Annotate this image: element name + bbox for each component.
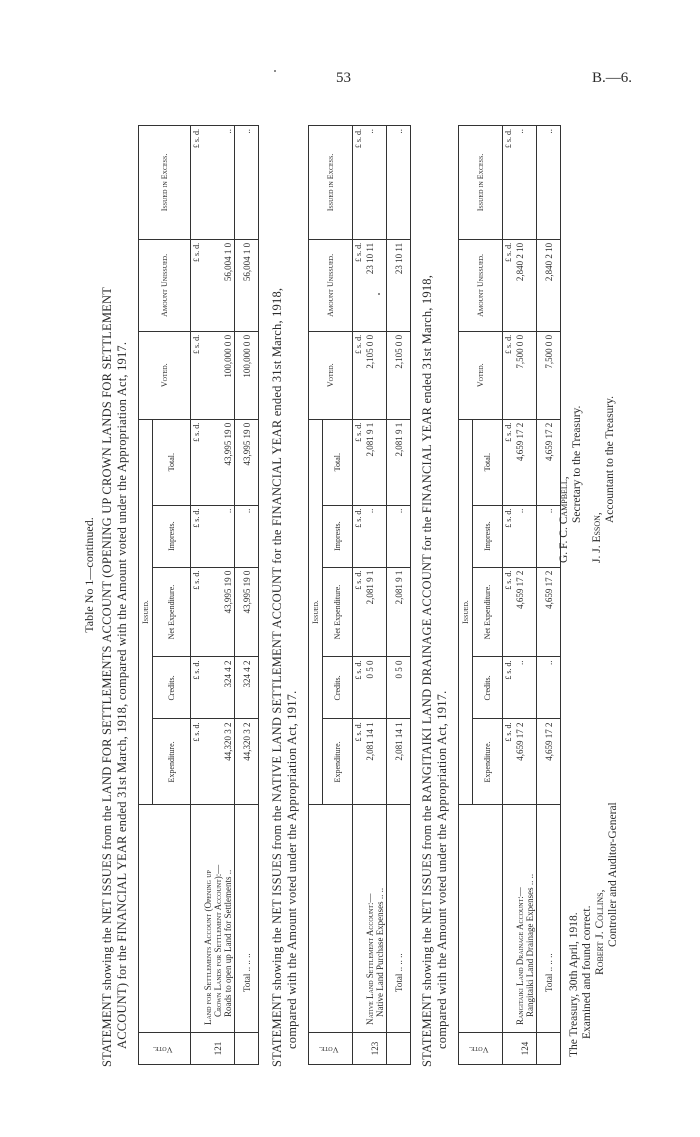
amount-unissued-cell: 56,004 1 0 <box>202 239 235 331</box>
accountant-name: J. J. Esson, <box>591 512 603 563</box>
place-date: The Treasury, 30th April, 1918. <box>568 912 580 1057</box>
total-header: Total. <box>153 419 191 505</box>
secretary-title: Secretary to the Treasury. <box>571 405 583 523</box>
footer-right <box>558 233 617 563</box>
blank-header <box>139 805 191 1033</box>
examined-note: Examined and found correct. <box>581 905 593 1039</box>
units-row: £ s. d. £ s. d. £ s. d. £ s. d. £ s. d. £ s. d. £ s. d. £ s. d. <box>353 126 365 1065</box>
account-description: Land for Settlements Account (Opening up Crown Lands for Settlement Account):— Roads to open up Land for Settlements .. <box>202 805 235 1033</box>
total-row: Total .. .. .. 2,081 14 1 0 5 0 2,081 9 1 .. 2,081 9 1 2,105 0 0 23 10 11 .. <box>387 126 411 1065</box>
speck-mark <box>274 70 276 72</box>
units-row: £ s. d. £ s. d. £ s. d. £ s. d. £ s. d. £ s. d. £ s. d. £ s. d. <box>191 126 203 1065</box>
imprests-cell: .. <box>202 505 235 567</box>
expenditure-cell: 44,320 3 2 <box>202 719 235 805</box>
issued-in-excess-header: Issued in Excess. <box>139 126 191 240</box>
accountant-title: Accountant to the Treasury. <box>604 395 616 523</box>
credits-header: Credits. <box>153 657 191 719</box>
statement-3-table: Vote. Issued. Voted. Amount Unissued. Issued in Excess. Expenditure. Credits. Net Expenditure. Imprests. Total. £ s. d. £ s. d. £ s. d. £ s. d. £ s. d. £ s. d. £ s. d. £ s. d. 124 Rangitaiki Land Drainage Account:— Rangitaiki Land Drainage Expenses .. .. 4,659 17 2 .. 4,659 17 2 .. 4,659 17 2 7,500 0 0 2,840 2 10 .. Total .. .. .. 4,659 17 2 .. 4,659 17 2 .. 4,659 17 2 7,500 0 0 2,840 2 10 .. <box>458 125 561 1065</box>
total-cell: 43,995 19 0 <box>202 419 235 505</box>
statement-1-heading-line1: STATEMENT showing the NET ISSUES from the LAND FOR SETTLEMENTS ACCOUNT (OPENING UP CROWN LANDS FOR SETTLEMENT <box>100 286 114 1067</box>
voted-header: Voted. <box>139 331 191 419</box>
statement-3-heading: STATEMENT showing the NET ISSUES from the RANGITAIKI LAND DRAINAGE ACCOUNT for the FINANCIAL YEAR ended 31st March, 1918, compared with the Amount voted under the Appropriation Act, 1917. <box>420 274 449 1067</box>
total-label: Total .. .. .. <box>235 805 259 1033</box>
table-row: 124 Rangitaiki Land Drainage Account:— Rangitaiki Land Drainage Expenses .. .. 4,659 17 2 .. 4,659 17 2 .. 4,659 17 2 7,500 0 0 2,840 2 10 .. <box>514 126 537 1065</box>
issued-in-excess-cell: .. <box>202 126 235 240</box>
vote-header: Vote. <box>139 1033 191 1065</box>
secretary-name: G. F. C. Campbell, <box>558 476 570 563</box>
table-title: Table No 1—continued. <box>82 517 96 633</box>
statement-2-heading: STATEMENT showing the NET ISSUES from the NATIVE LAND SETTLEMENT ACCOUNT for the FINANCIAL YEAR ended 31st March, 1918, compared with the Amount voted under the Appropriation Act, 1917. <box>270 287 299 1067</box>
page-number: 53 <box>336 70 351 86</box>
table-row: 123 Native Land Settlement Account:— Native Land Purchase Expenses .. .. 2,081 14 1 0 5 0 2,081 9 1 .. 2,081 9 1 2,105 0 0 23 10 11 .. <box>364 126 387 1065</box>
rotated-page-content <box>70 75 630 1075</box>
net-expenditure-header: Net Expenditure. <box>153 567 191 657</box>
voted-cell: 100,000 0 0 <box>202 331 235 419</box>
total-row: Total .. .. .. 44,320 3 2 324 4 2 43,995 19 0 .. 43,995 19 0 100,000 0 0 56,004 1 0 .. <box>235 126 259 1065</box>
total-row: Total .. .. .. 4,659 17 2 .. 4,659 17 2 .. 4,659 17 2 7,500 0 0 2,840 2 10 .. <box>537 126 561 1065</box>
credits-cell: 324 4 2 <box>202 657 235 719</box>
footer-left <box>568 697 620 1057</box>
vote-number: 121 <box>202 1033 235 1065</box>
issued-header: Issued. <box>139 419 153 805</box>
statement-1-heading <box>100 77 130 1067</box>
imprests-header: Imprests. <box>153 505 191 567</box>
page-reference: B.—6. <box>592 70 633 86</box>
expenditure-header: Expenditure. <box>153 719 191 805</box>
auditor-title: Controller and Auditor-General <box>607 802 619 947</box>
table-row <box>202 126 235 1065</box>
amount-unissued-header: Amount Unissued. <box>139 239 191 331</box>
statement-1-heading-line2: ACCOUNT) for the FINANCIAL YEAR ended 31st March, 1918, compared with the Amount voted under the Appropriation Act, 1917. <box>115 341 129 1049</box>
net-expenditure-cell: 43,995 19 0 <box>202 567 235 657</box>
statement-2-table: Vote. Issued. Voted. Amount Unissued. Issued in Excess. Expenditure. Credits. Net Expenditure. Imprests. Total. £ s. d. £ s. d. £ s. d. £ s. d. £ s. d. £ s. d. £ s. d. £ s. d. 123 Native Land Settlement Account:— Native Land Purchase Expenses .. .. 2,081 14 1 0 5 0 2,081 9 1 .. 2,081 9 1 2,105 0 0 23 10 11 .. Total .. .. .. 2,081 14 1 0 5 0 2,081 9 1 .. 2,081 9 1 2,105 0 0 23 10 11 .. <box>308 125 411 1065</box>
statement-1-table <box>138 125 259 1065</box>
units-row: £ s. d. £ s. d. £ s. d. £ s. d. £ s. d. £ s. d. £ s. d. £ s. d. <box>503 126 515 1065</box>
auditor-name: Robert J. Collins, <box>594 889 606 975</box>
